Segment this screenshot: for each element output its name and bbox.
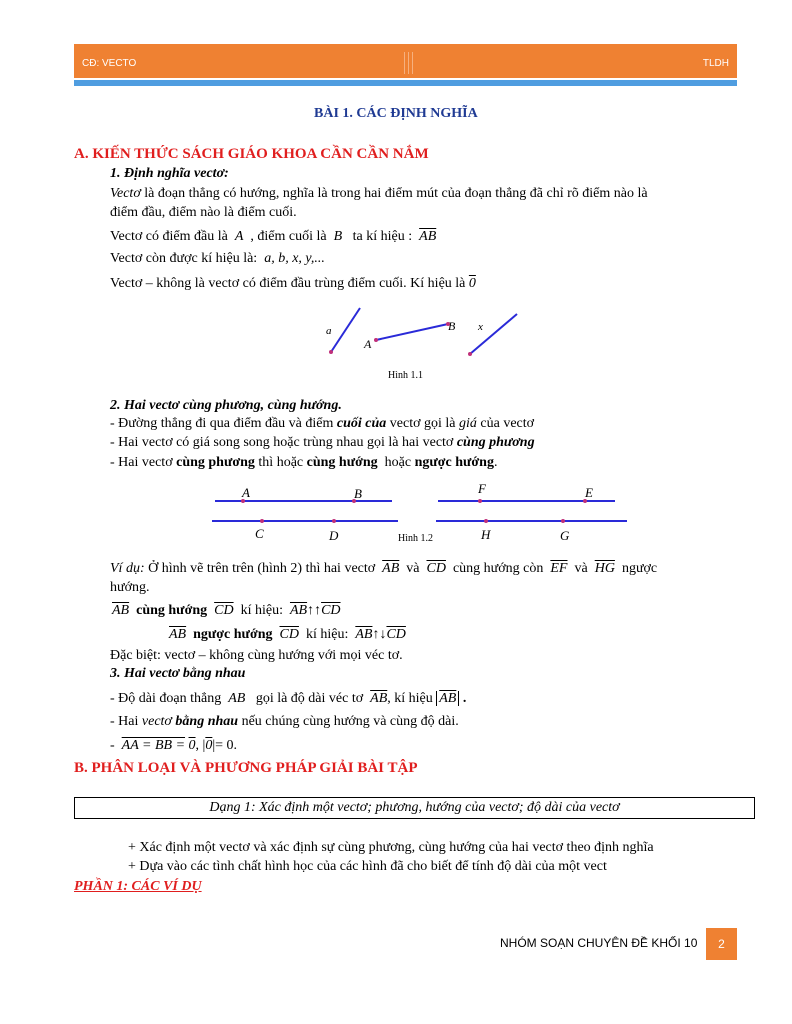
def3-line1: - Độ dài đoạn thẳng AB gọi là độ dài véc tơ $\overline{AB}$, kí hiệu $\overline{AB}$ . [110, 691, 467, 706]
vector-x-tail [468, 352, 472, 356]
form-1-box: Dạng 1: Xác định một vectơ; phương, hướng của vectơ; độ dài của vectơ [74, 797, 755, 819]
page-number: 2 [706, 928, 737, 960]
part1-heading: PHẦN 1: CÁC VÍ DỤ [74, 879, 202, 894]
section-a-heading: A. KIẾN THỨC SÁCH GIÁO KHOA CẦN CẦN NẮM [74, 146, 429, 162]
def1-line5: Vectơ – không là vectơ có điểm đầu trùng điểm cuối. Kí hiệu là 0 [110, 276, 476, 291]
lesson-title: BÀI 1. CÁC ĐỊNH NGHĨA [314, 106, 478, 121]
def1-line2: điểm đầu, điểm nào là điểm cuối. [110, 205, 297, 220]
example-opposite-direction: $\overline{AB}$ ngược hướng $\overline{CD}$ kí hiệu: $\overline{AB}↑↓\overline{CD}$ [169, 627, 406, 642]
header-left: CĐ: VECTO [82, 58, 137, 69]
label-fig2-C: C [255, 526, 264, 541]
def1-line4: Vectơ còn được kí hiệu là: a, b, x, y,... [110, 251, 325, 266]
vector-x-line [470, 314, 517, 354]
def3-line3: - AA = BB = 0, |0|= 0. [110, 738, 238, 753]
def1-line1: Vectơ là đoạn thẳng có hướng, nghĩa là trong hai điểm mút của đoạn thẳng đã chỉ rõ điểm nào là [110, 186, 648, 201]
example-line2: hướng. [110, 580, 150, 595]
bullet-2: + Dựa vào các tình chất hình học của các hình đã cho biết để tính độ dài của một vect [128, 859, 607, 874]
label-fig2-G: G [560, 528, 570, 543]
label-fig2-D: D [329, 528, 339, 543]
footer-text: NHÓM SOẠN CHUYÊN ĐỀ KHỐI 10 [500, 936, 698, 950]
vector-symbols: a, b, x, y,... [264, 251, 325, 266]
def2-line2: - Hai vectơ có giá song song hoặc trùng nhau gọi là hai vectơ cùng phương [110, 435, 535, 450]
point-H [484, 519, 488, 523]
example-same-direction: $\overline{AB}$ cùng hướng $\overline{CD}$ kí hiệu: $\overline{AB}↑↑\overline{CD}$ [112, 603, 341, 618]
vector-a-line [331, 308, 360, 352]
label-x: x [478, 321, 483, 333]
label-A: A [364, 337, 372, 351]
def3-line2: - Hai vectơ bằng nhau nếu chúng cùng hướng và cùng độ dài. [110, 714, 459, 729]
vector-a-tail [329, 350, 333, 354]
magnitude-notation: $\overline{AB}$ [436, 691, 459, 706]
label-fig2-H: H [481, 527, 491, 542]
def1-line3: Vectơ có điểm đầu là A , điểm cuối là B ta kí hiệu : $\overline{AB}$ [110, 229, 437, 244]
def2-line1: - Đường thẳng đi qua điểm đầu và điểm cuối của vectơ gọi là giá của vectơ [110, 416, 535, 431]
label-fig2-A: A [242, 485, 250, 500]
label-B: B [448, 319, 456, 333]
def2-heading: 2. Hai vectơ cùng phương, cùng hướng. [110, 398, 342, 413]
label-fig2-E: E [585, 485, 593, 500]
vector-ab-tail [374, 338, 378, 342]
label-fig2-B: B [354, 486, 362, 501]
label-fig2-F: F [478, 481, 486, 496]
vector-ab-line [376, 324, 448, 340]
figure-1-1-caption: Hình 1.1 [388, 370, 423, 381]
def2-line3: - Hai vectơ cùng phương thì hoặc cùng hướng hoặc ngược hướng. [110, 455, 498, 470]
figure-1-2-caption: Hình 1.2 [398, 533, 433, 544]
def1-heading: 1. Định nghĩa vectơ: [110, 166, 229, 181]
point-C [260, 519, 264, 523]
point-G [561, 519, 565, 523]
header-right: TLDH [702, 58, 729, 69]
example-line1: Ví dụ: Ở hình vẽ trên trên (hình 2) thì hai vectơ $\overline{AB}$ và $\overline{CD}$ cùng hướng còn $\overline{EF}$ và $\overline{HG}$ ngược [110, 561, 658, 576]
bullet-1: + Xác định một vectơ và xác định sự cùng phương, cùng hướng của hai vectơ theo định nghĩa [128, 840, 654, 855]
section-b-heading: B. PHÂN LOẠI VÀ PHƯƠNG PHÁP GIẢI BÀI TẬP [74, 760, 418, 776]
label-a: a [326, 325, 332, 337]
special-note: Đặc biệt: vectơ – không cùng hướng với mọi véc tơ. [110, 648, 403, 663]
point-F [478, 499, 482, 503]
def3-heading: 3. Hai vectơ bằng nhau [110, 666, 246, 681]
point-D [332, 519, 336, 523]
